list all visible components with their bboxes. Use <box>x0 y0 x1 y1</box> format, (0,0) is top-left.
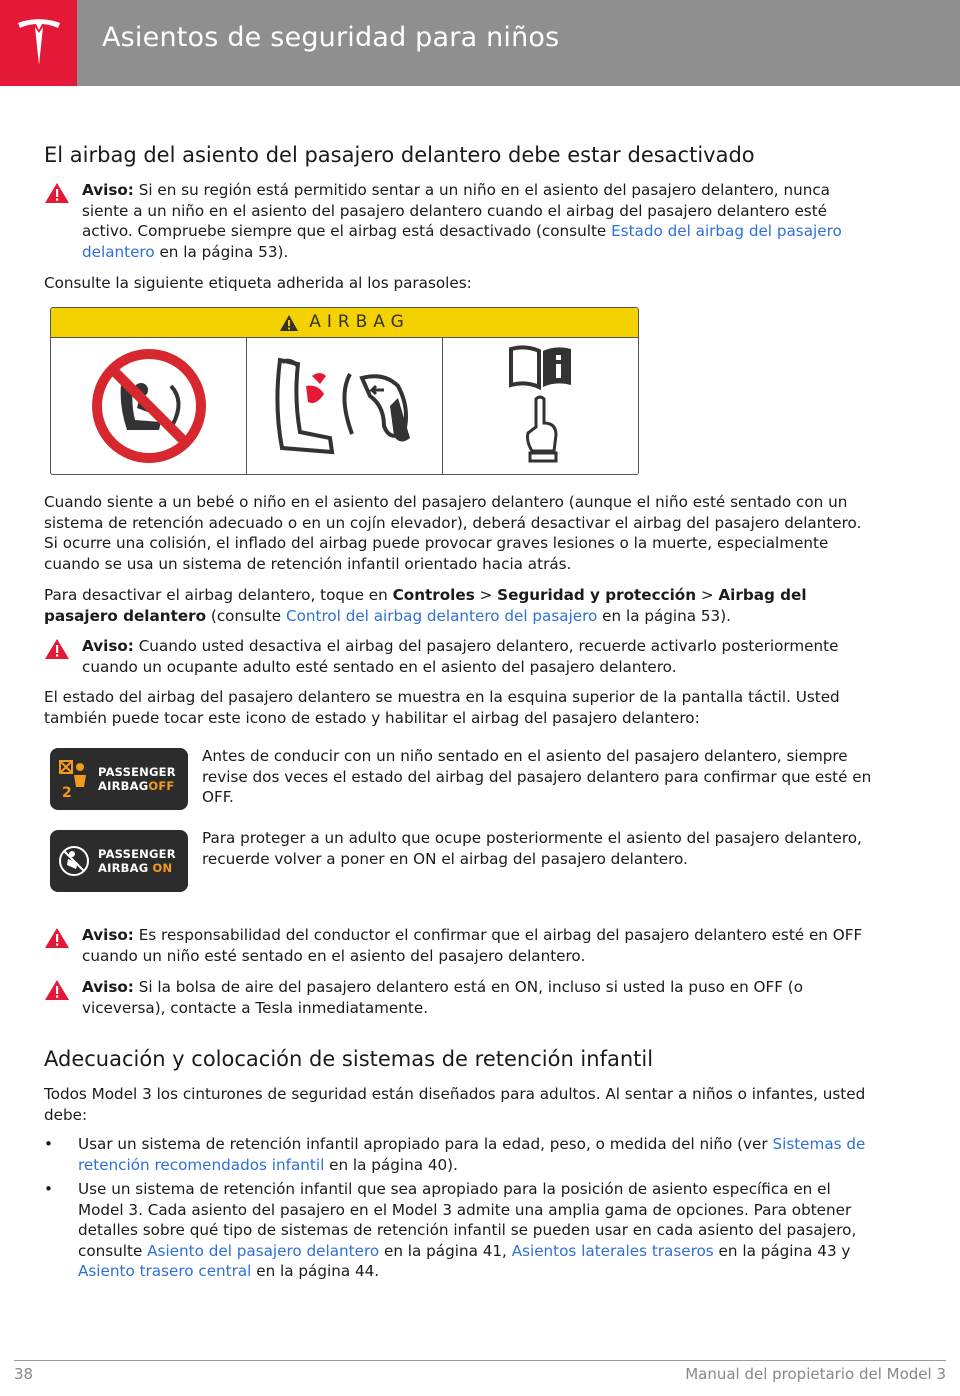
path-separator: > <box>696 586 719 604</box>
tesla-logo-icon <box>16 17 62 69</box>
warning-icon <box>44 638 70 660</box>
warning-icon <box>44 182 70 204</box>
label-intro: Consulte la siguiente etiqueta adherida al los parasoles: <box>44 274 472 292</box>
warning-text-end: en la página 53). <box>154 242 289 261</box>
page-number: 38 <box>14 1365 34 1383</box>
text-segment: Para desactivar el airbag delantero, toque en <box>44 586 393 604</box>
warning-text: Si en su región está permitido sentar a un niño en el asiento del pasajero delantero, nunca siente a un niño en el asiento del pasajero delantero cuando el airbag del pasajero delantero esté activo. Compruebe siempre que el airbag está desactivado (consulte <box>82 181 830 240</box>
status-line1: PASSENGER <box>98 847 176 861</box>
link-rear-outboard-seats[interactable]: Asientos laterales traseros <box>511 1241 714 1260</box>
airbag-on-symbol-icon <box>58 843 90 879</box>
warning-label: Aviso: <box>82 637 134 655</box>
text-segment: (consulte <box>206 606 286 625</box>
text-segment: en la página 40). <box>324 1155 458 1174</box>
status-line2: AIRBAG <box>98 861 153 875</box>
warning-text: Cuando usted desactiva el airbag del pasajero delantero, recuerde activarlo posteriormente cuando un ocupante adulto esté sentado en el asiento del pasajero delantero. <box>82 637 839 676</box>
warning-text: Es responsabilidad del conductor el confirmar que el airbag del pasajero delantero esté en OFF cuando un niño esté sentado en el asiento del pasajero delantero. <box>82 926 863 965</box>
paragraph-disable-airbag <box>44 585 874 626</box>
status-off-description: Antes de conducir con un niño sentado en el asiento del pasajero delantero, siempre revise dos veces el estado del airbag del pasajero delantero para confirmar que esté en OFF. <box>202 747 872 806</box>
list-item <box>44 1179 874 1282</box>
label-panel-prohibited <box>51 338 246 474</box>
link-airbag-status[interactable]: Estado del airbag del pasajero delantero <box>82 222 842 261</box>
passenger-airbag-off-icon <box>50 748 188 810</box>
text-segment: en la página 44. <box>251 1262 380 1280</box>
warning-box <box>44 925 874 966</box>
status-on-description: Para proteger a un adulto que ocupe posteriormente el asiento del pasajero delantero, recuerde volver a poner en ON el airbag del pasajero delantero. <box>202 829 862 868</box>
manual-title: Manual del propietario del Model 3 <box>685 1365 946 1383</box>
link-recommended-restraints[interactable]: Sistemas de retención recomendados infantil <box>78 1135 866 1174</box>
link-front-passenger-seat[interactable]: Asiento del pasajero delantero <box>147 1241 380 1260</box>
warning-label: Aviso: <box>82 181 134 199</box>
warning-label: Aviso: <box>82 926 134 944</box>
tesla-logo <box>0 0 77 86</box>
status-on-value: ON <box>152 861 173 875</box>
airbag-label-text: AIRBAG <box>309 312 410 333</box>
svg-text:2: 2 <box>62 785 72 801</box>
status-line1: PASSENGER <box>98 765 176 779</box>
footer-divider <box>14 1360 946 1361</box>
warning-icon <box>279 314 299 332</box>
menu-path-controls: Controles <box>392 586 475 604</box>
warning-text: Si la bolsa de aire del pasajero delantero está en ON, incluso si usted la puso en OFF (o viceversa), contacte a Tesla inmediatamente. <box>82 978 803 1017</box>
text-segment: en la página 43 y <box>713 1241 851 1260</box>
airbag-label-image <box>50 307 639 475</box>
list-item <box>44 1134 874 1175</box>
restraint-requirements-list <box>44 1134 874 1282</box>
page-header <box>0 0 960 86</box>
menu-path-passenger-airbag: Airbag del pasajero delantero <box>44 586 807 625</box>
link-airbag-control[interactable]: Control del airbag delantero del pasajero <box>285 606 598 625</box>
text-segment: en la página 53). <box>597 606 731 625</box>
paragraph-status-icon: El estado del airbag del pasajero delantero se muestra en la esquina superior de la pantalla táctil. Usted también puede tocar este icono de estado y habilitar el airbag del pasajero delantero: <box>44 688 840 727</box>
warning-label: Aviso: <box>82 978 134 996</box>
menu-path-safety: Seguridad y protección <box>497 586 697 604</box>
text-segment: en la página 41, <box>379 1241 512 1260</box>
read-manual-icon <box>506 343 576 469</box>
section-heading-child-restraints: Adecuación y colocación de sistemas de retención infantil <box>44 1047 654 1071</box>
text-segment: Use un sistema de retención infantil que sea apropiado para la posición de asiento específica en el Model 3. Cada asiento del pasajero en el Model 3 admite una amplia gama de opciones. Para obtener detalles sobre qué tipo de sistemas de retención infantil se pueden usar en cada asiento del pasajero, consulte <box>78 1180 857 1260</box>
link-rear-center-seat[interactable]: Asiento trasero central <box>78 1262 252 1280</box>
page-title: Asientos de seguridad para niños <box>102 22 560 53</box>
warning-box <box>44 977 874 1018</box>
warning-box <box>44 636 874 677</box>
section-heading-airbag: El airbag del asiento del pasajero delantero debe estar desactivado <box>44 143 755 167</box>
warning-box <box>44 180 874 262</box>
path-separator: > <box>474 586 498 604</box>
airbag-label-header <box>51 308 638 338</box>
paragraph-infant-airbag: Cuando siente a un bebé o niño en el asiento del pasajero delantero (aunque el niño esté sentado con un sistema de retención adecuado o en un cojín elevador), deberá desactivar el airbag del pasajero delantero. Si ocurre una colisión, el inflado del airbag puede provocar graves lesiones o la muerte, especialmente cuando se usa un sistema de retención infantil orientado hacia atrás. <box>44 493 862 573</box>
seat-airbag-icon <box>260 346 430 466</box>
warning-icon <box>44 979 70 1001</box>
warning-icon <box>44 927 70 949</box>
no-child-seat-icon <box>89 346 209 466</box>
label-panel-read-manual <box>442 338 638 474</box>
status-line2: AIRBAG <box>98 779 149 793</box>
status-off-value: OFF <box>148 779 175 793</box>
paragraph-restraints-intro: Todos Model 3 los cinturones de seguridad están diseñados para adultos. Al sentar a niños o infantes, usted debe: <box>44 1085 866 1124</box>
airbag-off-symbol-icon <box>58 757 90 801</box>
text-segment: Usar un sistema de retención infantil apropiado para la edad, peso, o medida del niño (ver <box>78 1135 773 1153</box>
passenger-airbag-on-icon <box>50 830 188 892</box>
label-panel-seat-airbag <box>246 338 442 474</box>
